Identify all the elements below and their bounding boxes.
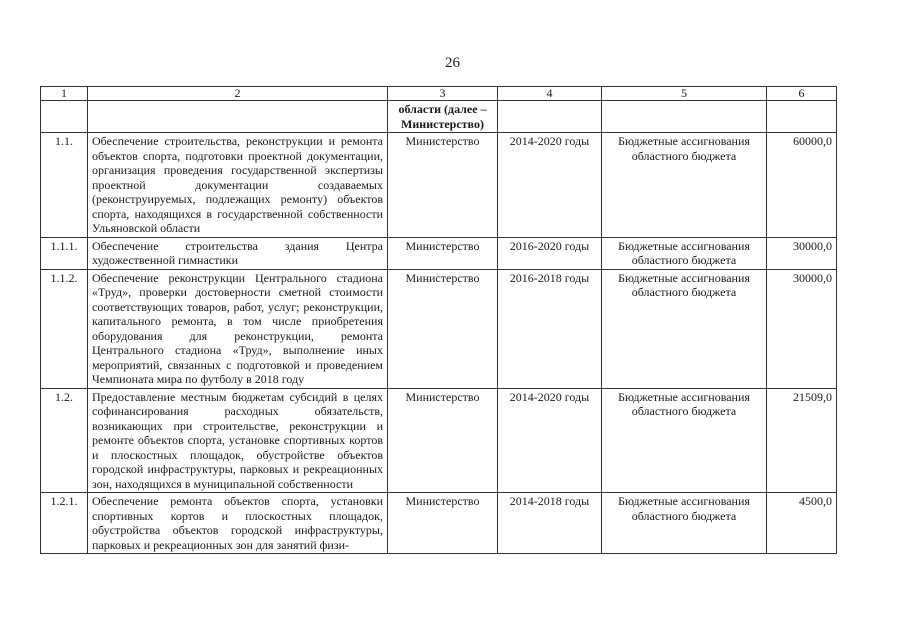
row-amount: 30000,0 xyxy=(767,237,837,269)
row-number: 1.1. xyxy=(41,133,88,238)
row-number: 1.2.1. xyxy=(41,493,88,554)
row-number: 1.2. xyxy=(41,388,88,493)
row-amount: 60000,0 xyxy=(767,133,837,238)
row-number: 1.1.1. xyxy=(41,237,88,269)
table-row xyxy=(41,133,837,238)
row-period: 2014-2020 годы xyxy=(498,133,602,238)
column-number-row xyxy=(41,87,837,101)
row-funding-source: Бюджетные ассигнования областного бюджета xyxy=(602,388,767,493)
row-number: 1.1.2. xyxy=(41,269,88,388)
row-period: 2016-2020 годы xyxy=(498,237,602,269)
row-amount: 4500,0 xyxy=(767,493,837,554)
column-header: 4 xyxy=(498,87,602,101)
row-executor: Министерство xyxy=(388,388,498,493)
table-row xyxy=(41,388,837,493)
row-executor: Министерство xyxy=(388,133,498,238)
column-header: 2 xyxy=(88,87,388,101)
column-header: 1 xyxy=(41,87,88,101)
row-executor: Министерство xyxy=(388,237,498,269)
row-description: Обеспечение строительства, реконструкции и ремонта объектов спорта, подготовки проектной документации, организация проведения государственной экспертизы проектной документации создаваемых (реконструируемых, подлежащих ремонту) объектов спорта, находящихся в государственной собственности Ульяновской области xyxy=(88,133,388,238)
row-description: Обеспечение строительства здания Центра художественной гимнастики xyxy=(88,237,388,269)
row-funding-source: Бюджетные ассигнования областного бюджета xyxy=(602,493,767,554)
column-header: 5 xyxy=(602,87,767,101)
row-amount: 30000,0 xyxy=(767,269,837,388)
row-period: 2014-2018 годы xyxy=(498,493,602,554)
row-executor: Министерство xyxy=(388,269,498,388)
column-header: 3 xyxy=(388,87,498,101)
row-period: 2014-2020 годы xyxy=(498,388,602,493)
row-amount: 21509,0 xyxy=(767,388,837,493)
row-period: 2016-2018 годы xyxy=(498,269,602,388)
program-measures-table xyxy=(40,86,837,554)
row-description: Обеспечение ремонта объектов спорта, установки спортивных кортов и плоскостных площадок, обустройства объектов городской инфраструктуры, парковых и рекреационных зон для занятий физи- xyxy=(88,493,388,554)
row-description: Обеспечение реконструкции Центрального стадиона «Труд», проверки достоверности сметной стоимости соответствующих товаров, работ, услуг; реконструкции, капитального ремонта, в том числе приобретения оборудования для реконструкции, ремонта Центрального стадиона «Труд», выполнение иных мероприятий, связанных с подготовкой и проведением Чемпионата мира по футболу в 2018 году xyxy=(88,269,388,388)
row-funding-source: Бюджетные ассигнования областного бюджета xyxy=(602,237,767,269)
page-number: 26 xyxy=(445,55,460,71)
column-header: 6 xyxy=(767,87,837,101)
row-funding-source: Бюджетные ассигнования областного бюджета xyxy=(602,269,767,388)
row-funding-source: Бюджетные ассигнования областного бюджета xyxy=(602,133,767,238)
table-row xyxy=(41,269,837,388)
continuation-executor: области (далее – Министерство) xyxy=(388,101,498,133)
row-executor: Министерство xyxy=(388,493,498,554)
continuation-row xyxy=(41,101,837,133)
row-description: Предоставление местным бюджетам субсидий в целях софинансирования расходных обязательств, возникающих при строительстве, реконструкции и ремонте объектов спорта, установке спортивных кортов и плоскостных площадок, обустройстве объектов городской инфраструктуры, парковых и рекреационных зон, находящихся в муниципальной собственности xyxy=(88,388,388,493)
table-row xyxy=(41,493,837,554)
table-row xyxy=(41,237,837,269)
